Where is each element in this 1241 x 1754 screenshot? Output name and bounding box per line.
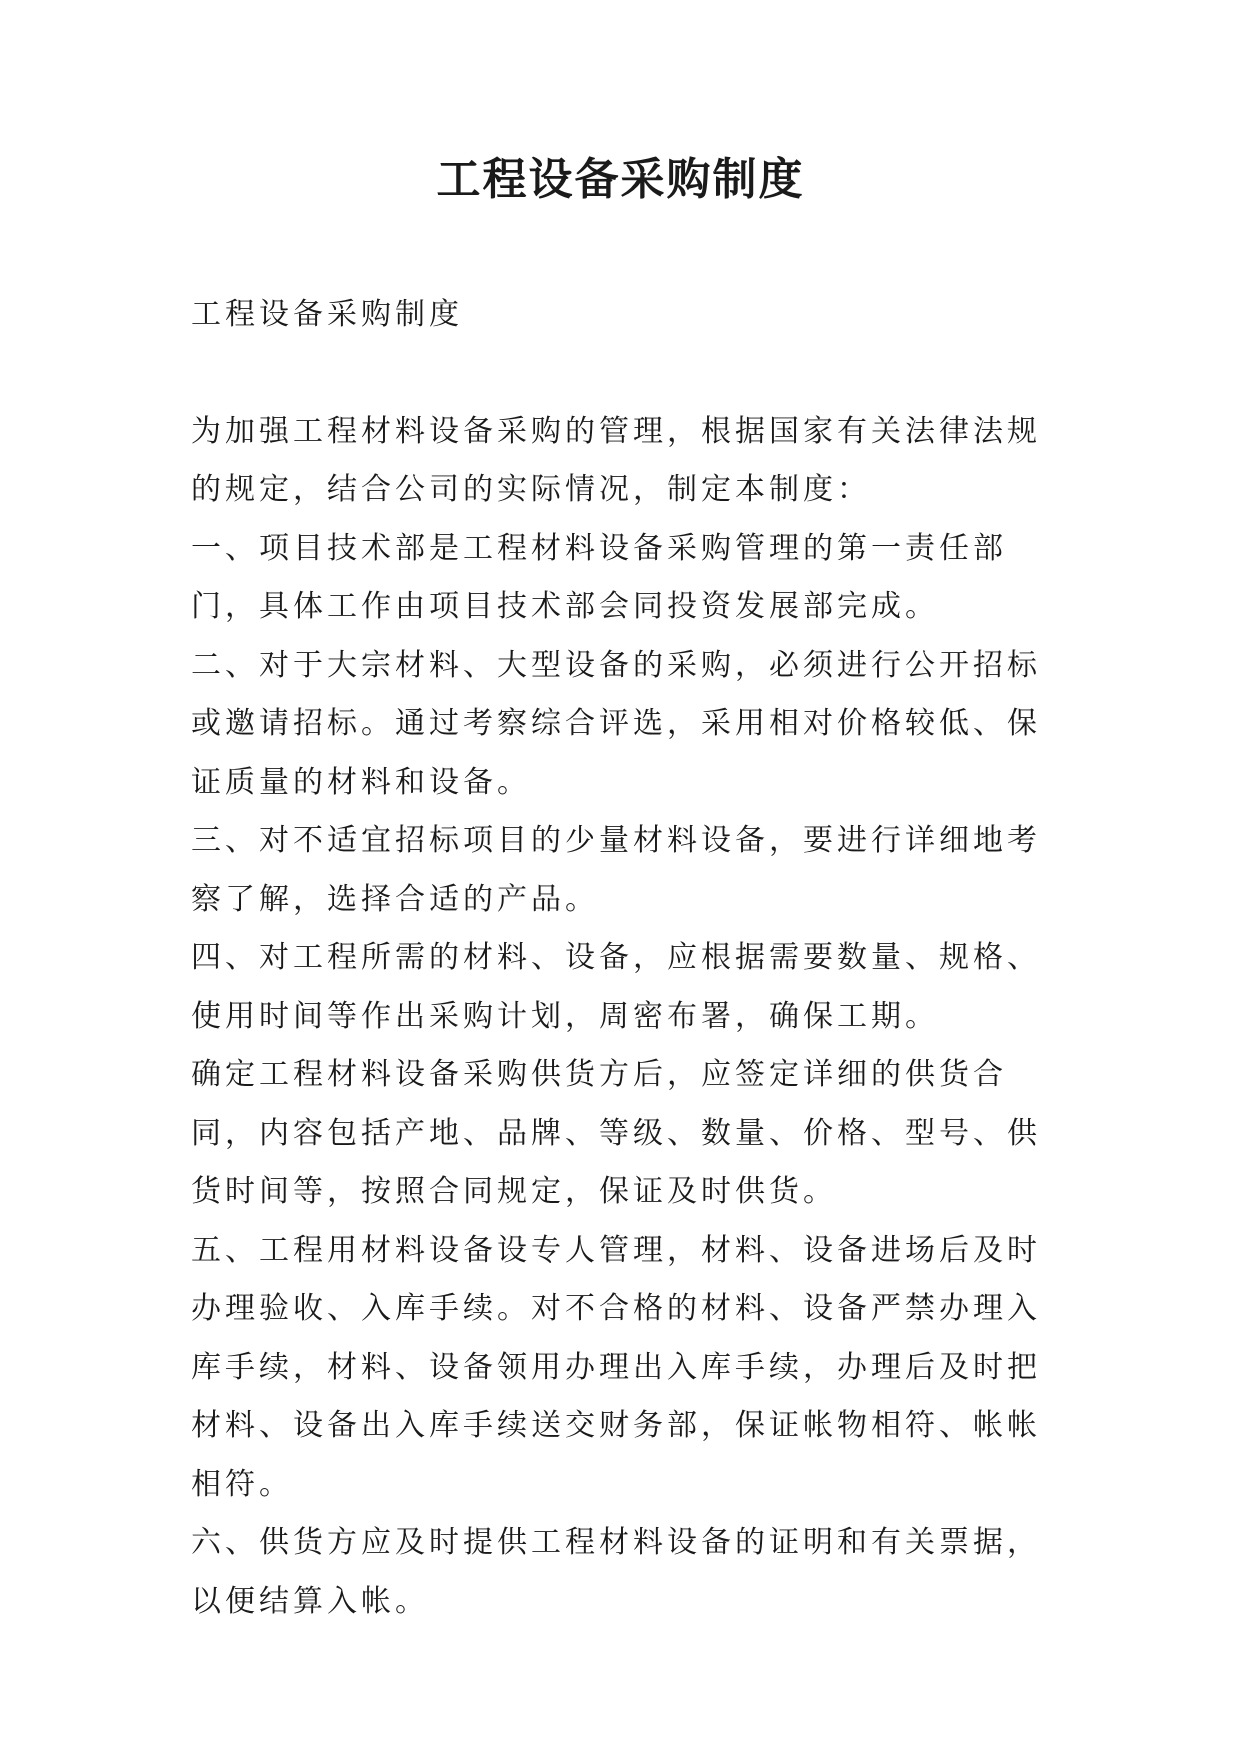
paragraph-clause-3: 三、对不适宜招标项目的少量材料设备，要进行详细地考察了解，选择合适的产品。 <box>191 823 1041 917</box>
paragraph-clause-6: 六、供货方应及时提供工程材料设备的证明和有关票据，以便结算入帐。 <box>191 1525 1041 1619</box>
paragraph-clause-1: 一、项目技术部是工程材料设备采购管理的第一责任部门，具体工作由项目技术部会同投资发展部完成。 <box>191 530 1007 624</box>
document-body <box>191 286 1071 1631</box>
paragraph-supply-contract: 确定工程材料设备采购供货方后，应签定详细的供货合同，内容包括产地、品牌、等级、数量、价格、型号、供货时间等，按照合同规定，保证及时供货。 <box>191 1057 1041 1209</box>
paragraph-clause-2: 二、对于大宗材料、大型设备的采购，必须进行公开招标或邀请招标。通过考察综合评选，采用相对价格较低、保证质量的材料和设备。 <box>191 647 1041 800</box>
document-subtitle: 工程设备采购制度 <box>191 297 463 332</box>
paragraph-clause-4: 四、对工程所需的材料、设备，应根据需要数量、规格、使用时间等作出采购计划，周密布署，确保工期。 <box>191 940 1041 1034</box>
paragraph-clause-5: 五、工程用材料设备设专人管理，材料、设备进场后及时办理验收、入库手续。对不合格的材料、设备严禁办理入库手续，材料、设备领用办理出入库手续，办理后及时把材料、设备出入库手续送交财务部，保证帐物相符、帐帐相符。 <box>191 1232 1041 1502</box>
paragraph-intro: 为加强工程材料设备采购的管理，根据国家有关法律法规的规定，结合公司的实际情况，制定本制度： <box>191 413 1041 507</box>
document-title: 工程设备采购制度 <box>436 154 805 205</box>
